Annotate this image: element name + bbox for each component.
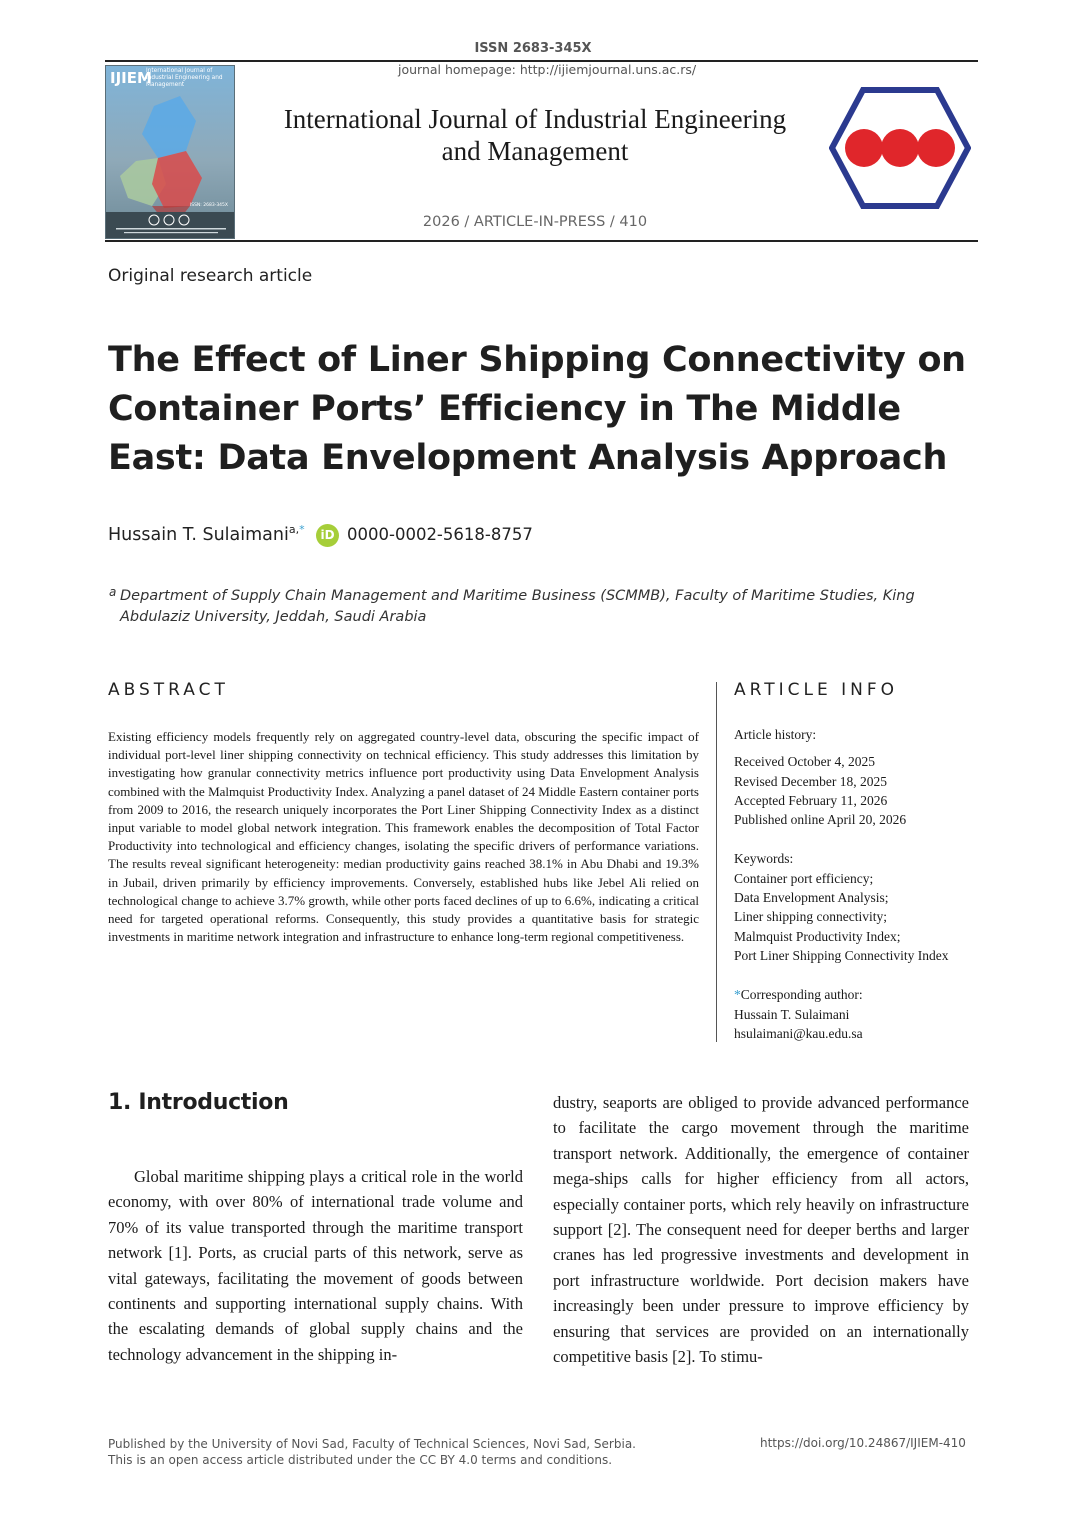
abstract-heading: ABSTRACT bbox=[108, 680, 229, 700]
published-date: Published online April 20, 2026 bbox=[734, 812, 907, 828]
journal-logo-icon bbox=[829, 86, 971, 210]
revised-date: Revised December 18, 2025 bbox=[734, 773, 887, 789]
received-date: Received October 4, 2025 bbox=[734, 754, 875, 770]
corresponding-author-email[interactable]: hsulaimani@kau.edu.sa bbox=[734, 1025, 863, 1041]
article-info bbox=[734, 725, 994, 1043]
cover-subtitle: International Journal of Industrial Engineering and Management bbox=[146, 68, 223, 88]
volume-line: 2026 / ARTICLE-IN-PRESS / 410 bbox=[422, 214, 648, 230]
column-divider bbox=[716, 682, 717, 1042]
article-type: Original research article bbox=[108, 266, 313, 286]
orcid-icon[interactable]: iD bbox=[316, 524, 339, 547]
affiliation: Department of Supply Chain Management and Maritime Business (SCMMB), Faculty of Maritime Studies, King Abdulaziz University, Jeddah, Saudi Arabia bbox=[120, 588, 915, 625]
keyword: Port Liner Shipping Connectivity Index bbox=[734, 947, 949, 963]
corresponding-star[interactable]: * bbox=[299, 523, 305, 536]
author-affiliation-sup: a, bbox=[288, 523, 300, 536]
publisher-line: Published by the University of Novi Sad, Faculty of Technical Sciences, Novi Sad, Serbia. bbox=[108, 1437, 636, 1451]
cover-issn: ISSN: 2683-345X bbox=[189, 203, 228, 208]
corresponding-author-name: Hussain T. Sulaimani bbox=[734, 1006, 850, 1022]
keyword: Data Envelopment Analysis; bbox=[734, 890, 889, 906]
journal-homepage-link[interactable]: journal homepage: http://ijiemjournal.uns.ac.rs/ bbox=[398, 62, 697, 77]
keyword: Container port efficiency; bbox=[734, 870, 874, 886]
body-column-left: Global maritime shipping plays a critical role in the world economy, with over 80% of international trade volume and 70% of its value transported through the maritime transport network [1]. Ports, as crucial parts of this network, serve as vital gateways, facilitating the movement of goods between continents and supporting international supply chains. With the escalating demands of global supply chains and the technology advancement in the shipping in- bbox=[108, 1167, 523, 1364]
keyword: Malmquist Productivity Index; bbox=[734, 928, 901, 944]
corresponding-author-label bbox=[734, 985, 994, 1004]
corresponding-label-text: Corresponding author: bbox=[740, 987, 863, 1003]
corresponding-star-icon: * bbox=[734, 987, 741, 1003]
body-column-right: dustry, seaports are obliged to provide advanced performance to facilitate the cargo movement through the maritime transport network. Additionally, the emergence of container mega-ships calls for higher efficiency from all actors, especially container ports, which rely heavily on infrastructure support [2]. The consequent need for deeper berths and larger cranes has led progressive investments and development in port infrastructure worldwide. Port decision makers have increasingly been under pressure to improve efficiency by ensuring that services are provided on an internationally competitive basis [2]. To stimu- bbox=[553, 1093, 969, 1367]
keywords-label: Keywords: bbox=[734, 851, 794, 867]
history-label: Article history: bbox=[734, 727, 817, 742]
article-title: The Effect of Liner Shipping Connectivity on Container Ports’ Efficiency in The Middle East: Data Envelopment Analysis Approach bbox=[108, 340, 966, 478]
cover-footer-band bbox=[106, 212, 234, 238]
license-line[interactable]: This is an open access article distributed under the CC BY 4.0 terms and conditions. bbox=[108, 1453, 613, 1467]
doi-link[interactable]: https://doi.org/10.24867/IJIEM-410 bbox=[760, 1436, 966, 1450]
header-bottom-rule bbox=[105, 240, 978, 242]
keyword: Liner shipping connectivity; bbox=[734, 909, 887, 925]
orcid-id[interactable]: 0000-0002-5618-8757 bbox=[347, 525, 533, 544]
cover-seal-icons bbox=[106, 212, 235, 238]
author-name: Hussain T. Sulaimani bbox=[108, 525, 289, 545]
section-heading-introduction: 1. Introduction bbox=[108, 1090, 289, 1115]
author-line bbox=[108, 523, 305, 545]
accepted-date: Accepted February 11, 2026 bbox=[734, 792, 888, 808]
cover-title: IJIEM bbox=[110, 69, 152, 87]
affiliation-mark: a bbox=[109, 585, 117, 599]
abstract-text: Existing efficiency models frequently rely on aggregated country-level data, obscuring the specific impact of individual port-level liner shipping connectivity on technical efficiency. This study addresses this limitation by investigating how granular connectivity metrics influence port productivity using Data Envelopment Analysis combined with the Malmquist Productivity Index. Analyzing a panel dataset of 24 Middle Eastern container ports from 2009 to 2016, the research uniquely incorporates the Port Liner Shipping Connectivity Index as a distinct input variable to model global network integration. This framework enables the decomposition of Total Factor Productivity into technological and efficiency changes, isolating the specific drivers of performance variations. The results reveal significant heterogeneity: median productivity gains reached 38.1% in Abu Dhabi and 19.3% in Jubail, driven primarily by efficiency improvements. Conversely, established hubs like Jebel Ali relied on technological change to achieve 3.7% growth, while other ports faced declines of up to 6.6%, indicating a critical need for targeted operational reforms. Consequently, this study provides a quantitative basis for strategic investments in maritime network integration and infrastructure to enhance long-term regional competitiveness. bbox=[108, 729, 699, 945]
journal-cover-image bbox=[105, 65, 235, 239]
issn: ISSN 2683-345X bbox=[474, 41, 592, 56]
article-info-heading: ARTICLE INFO bbox=[734, 680, 898, 700]
footer-publisher bbox=[108, 1436, 636, 1468]
journal-title: International Journal of Industrial Engineering and Management bbox=[283, 104, 787, 166]
